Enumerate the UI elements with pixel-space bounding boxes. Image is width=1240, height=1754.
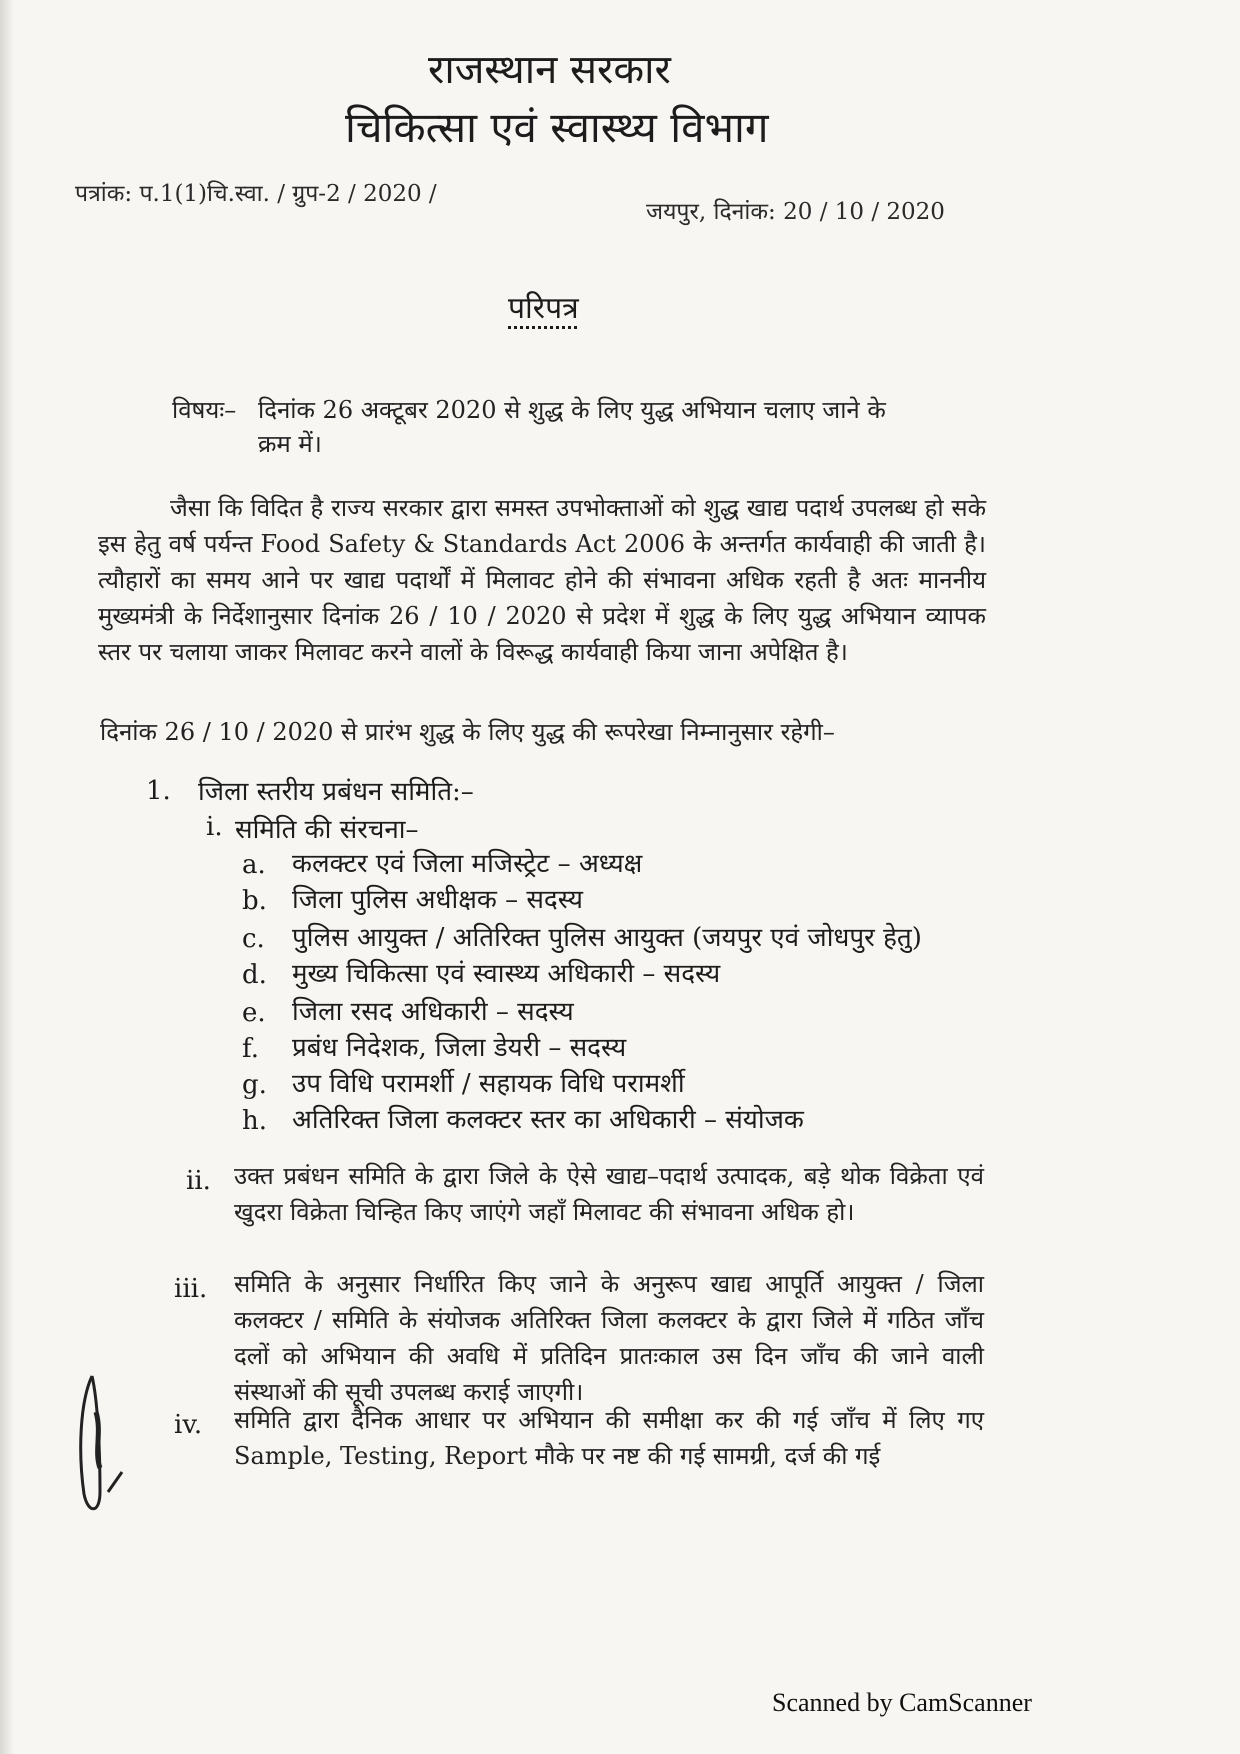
sub-iii-text: समिति के अनुसार निर्धारित किए जाने के अनुरूप खाद्य आपूर्ति आयुक्त / जिला कलक्टर / समिति के संयोजक अतिरिक्त जिला कलक्टर के द्वारा जिले में गठित जाँच दलों को अभियान की अवधि में प्रतिदिन प्रातःकाल उस दिन जाँच की जाने वाली संस्थाओं की सूची उपलब्ध कराई जाएगी। xyxy=(234,1270,984,1406)
member-marker: b. xyxy=(242,886,267,916)
member-marker: g. xyxy=(242,1070,267,1100)
member-item: अतिरिक्त जिला कलक्टर स्तर का अधिकारी – संयोजक xyxy=(292,1105,804,1135)
member-marker: d. xyxy=(242,960,267,990)
scan-shadow xyxy=(0,0,14,1754)
member-marker: h. xyxy=(242,1106,268,1136)
sub-iv-text: समिति द्वारा दैनिक आधार पर अभियान की समीक्षा कर की गई जाँच में लिए गए Sample, Testing, Report मौके पर नष्ट की गई सामग्री, दर्ज की गई xyxy=(234,1406,984,1470)
initials-mark xyxy=(70,1372,130,1522)
member-marker: c. xyxy=(242,924,265,954)
member-item: पुलिस आयुक्त / अतिरिक्त पुलिस आयुक्त (जयपुर एवं जोधपुर हेतु) xyxy=(292,923,922,953)
subject-line-2: क्रम में। xyxy=(258,430,322,458)
paragraph-intro: जैसा कि विदित है राज्य सरकार द्वारा समस्त उपभोक्ताओं को शुद्ध खाद्य पदार्थ उपलब्ध हो सके इस हेतु वर्ष पर्यन्त Food Safety & Standards Act 2006 के अन्तर्गत कार्यवाही की जाती है। त्यौहारों का समय आने पर खाद्य पदार्थों में मिलावट होने की संभावना अधिक रहती है अतः माननीय मुख्यमंत्री के निर्देशानुसार दिनांक 26 / 10 / 2020 से प्रदेश में शुद्ध के लिए युद्ध अभियान व्यापक स्तर पर चलाया जाकर मिलावट करने वालों के विरूद्ध कार्यवाही किया जाना अपेक्षित है। xyxy=(98,494,986,666)
sub-i-heading: समिति की संरचना– xyxy=(235,815,419,845)
section-1-heading: जिला स्तरीय प्रबंधन समिति:– xyxy=(198,777,474,807)
header-department: चिकित्सा एवं स्वास्थ्य विभाग xyxy=(345,103,769,152)
subject-label: विषयः– xyxy=(172,396,237,424)
member-marker: a. xyxy=(242,850,266,880)
paragraph-outline: दिनांक 26 / 10 / 2020 से प्रारंभ शुद्ध के लिए युद्ध की रूपरेखा निम्नानुसार रहेगी– xyxy=(100,718,835,746)
member-marker: e. xyxy=(242,998,266,1028)
letter-reference: पत्रांक: प.1(1)चि.स्वा. / ग्रुप-2 / 2020 / xyxy=(75,181,437,207)
member-item: कलक्टर एवं जिला मजिस्ट्रेट – अध्यक्ष xyxy=(292,849,643,879)
sub-iii-marker: iii. xyxy=(174,1274,208,1304)
member-item: प्रबंध निदेशक, जिला डेयरी – सदस्य xyxy=(292,1033,627,1063)
sub-ii-text: उक्त प्रबंधन समिति के द्वारा जिले के ऐसे खाद्य–पदार्थ उत्पादक, बड़े थोक विक्रेता एवं खुदरा विक्रेता चिन्हित किए जाएंगे जहाँ मिलावट की संभावना अधिक हो। xyxy=(234,1162,984,1226)
sub-ii-marker: ii. xyxy=(186,1166,211,1196)
member-marker: f. xyxy=(242,1034,259,1064)
member-item: मुख्य चिकित्सा एवं स्वास्थ्य अधिकारी – सदस्य xyxy=(292,959,721,989)
header-government: राजस्थान सरकार xyxy=(428,47,671,93)
document-title: परिपत्र xyxy=(508,291,579,326)
member-item: जिला रसद अधिकारी – सदस्य xyxy=(292,997,574,1027)
sub-iv-marker: iv. xyxy=(174,1410,203,1440)
section-1-number: 1. xyxy=(146,776,171,806)
place-date: जयपुर, दिनांक: 20 / 10 / 2020 xyxy=(646,199,945,225)
member-item: उप विधि परामर्शी / सहायक विधि परामर्शी xyxy=(292,1069,685,1099)
member-item: जिला पुलिस अधीक्षक – सदस्य xyxy=(292,885,583,915)
sub-i-marker: i. xyxy=(206,812,223,842)
subject-line-1: दिनांक 26 अक्टूबर 2020 से शुद्ध के लिए युद्ध अभियान चलाए जाने के xyxy=(258,396,886,424)
scanner-watermark: Scanned by CamScanner xyxy=(772,1688,1032,1717)
